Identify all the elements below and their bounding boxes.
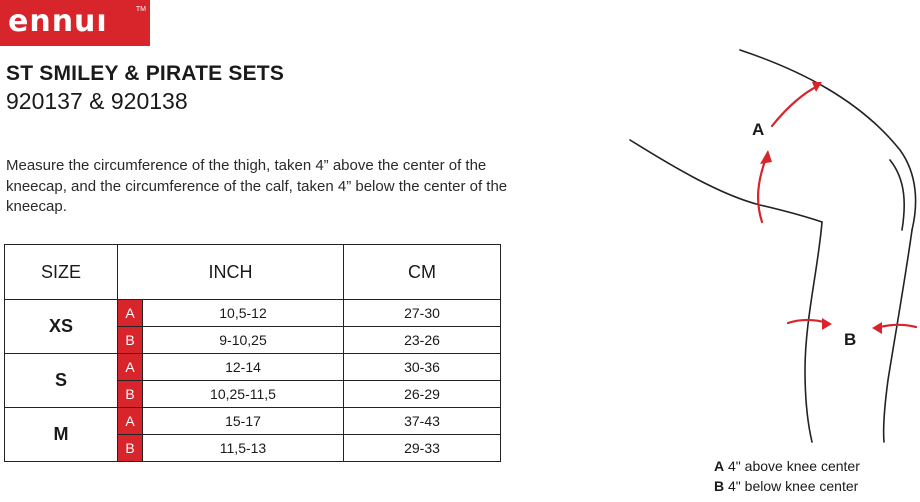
product-codes: 920137 & 920138 xyxy=(6,88,188,114)
measure-b-tag: B xyxy=(118,435,143,462)
arrowhead-b-left xyxy=(822,318,832,330)
size-cell: S xyxy=(5,354,118,408)
inch-value: 12-14 xyxy=(143,354,344,381)
cm-value: 26-29 xyxy=(344,381,501,408)
cm-value: 29-33 xyxy=(344,435,501,462)
table-row xyxy=(5,408,501,435)
logo-text: ennuı xyxy=(8,4,108,39)
legend-item-a xyxy=(714,456,860,476)
arrowhead-b-right xyxy=(872,322,882,334)
legend-item-b xyxy=(714,476,860,496)
calf-left-outline xyxy=(805,222,822,442)
size-header: SIZE xyxy=(5,245,118,300)
arrowhead-a-upper xyxy=(812,82,822,92)
size-chart-table xyxy=(4,244,501,462)
table-row xyxy=(5,354,501,381)
diagram-label-b: B xyxy=(844,330,857,349)
size-cell: M xyxy=(5,408,118,462)
brand-logo xyxy=(0,0,150,46)
size-cell: XS xyxy=(5,300,118,354)
trademark-mark: TM xyxy=(135,6,146,13)
cm-value: 23-26 xyxy=(344,327,501,354)
inch-value: 9-10,25 xyxy=(143,327,344,354)
diagram-legend xyxy=(714,456,860,496)
arrow-a-lower xyxy=(758,158,766,222)
inch-value: 10,5-12 xyxy=(143,300,344,327)
legend-text-a: 4" above knee center xyxy=(724,458,860,474)
leg-measurement-diagram xyxy=(600,40,920,450)
thigh-top-outline xyxy=(740,50,916,230)
cm-value: 27-30 xyxy=(344,300,501,327)
cm-header: CM xyxy=(344,245,501,300)
cm-value: 37-43 xyxy=(344,408,501,435)
arrow-a-upper xyxy=(772,86,818,126)
arrowhead-a-lower xyxy=(760,150,772,164)
cm-value: 30-36 xyxy=(344,354,501,381)
inch-value: 11,5-13 xyxy=(143,435,344,462)
inch-header: INCH xyxy=(118,245,344,300)
measurement-instructions: Measure the circumference of the thigh, taken 4” above the center of the kneecap, and the circumference of the calf, taken 4” below the center of the kneecap. xyxy=(6,157,508,215)
knee-right-outline xyxy=(884,230,912,442)
legend-key-a: A xyxy=(714,458,725,474)
thigh-bottom-outline xyxy=(630,140,822,222)
measure-b-tag: B xyxy=(118,381,143,408)
measure-a-tag: A xyxy=(118,354,143,381)
legend-text-b: 4" below knee center xyxy=(724,478,859,494)
page-title: ST SMILEY & PIRATE SETS xyxy=(6,62,285,85)
table-row xyxy=(5,300,501,327)
table-header-row xyxy=(5,245,501,300)
inch-value: 10,25-11,5 xyxy=(143,381,344,408)
kneecap-line xyxy=(890,160,904,230)
legend-key-b: B xyxy=(714,478,725,494)
measure-a-tag: A xyxy=(118,300,143,327)
diagram-label-a: A xyxy=(752,120,765,139)
inch-value: 15-17 xyxy=(143,408,344,435)
measure-b-tag: B xyxy=(118,327,143,354)
measure-a-tag: A xyxy=(118,408,143,435)
